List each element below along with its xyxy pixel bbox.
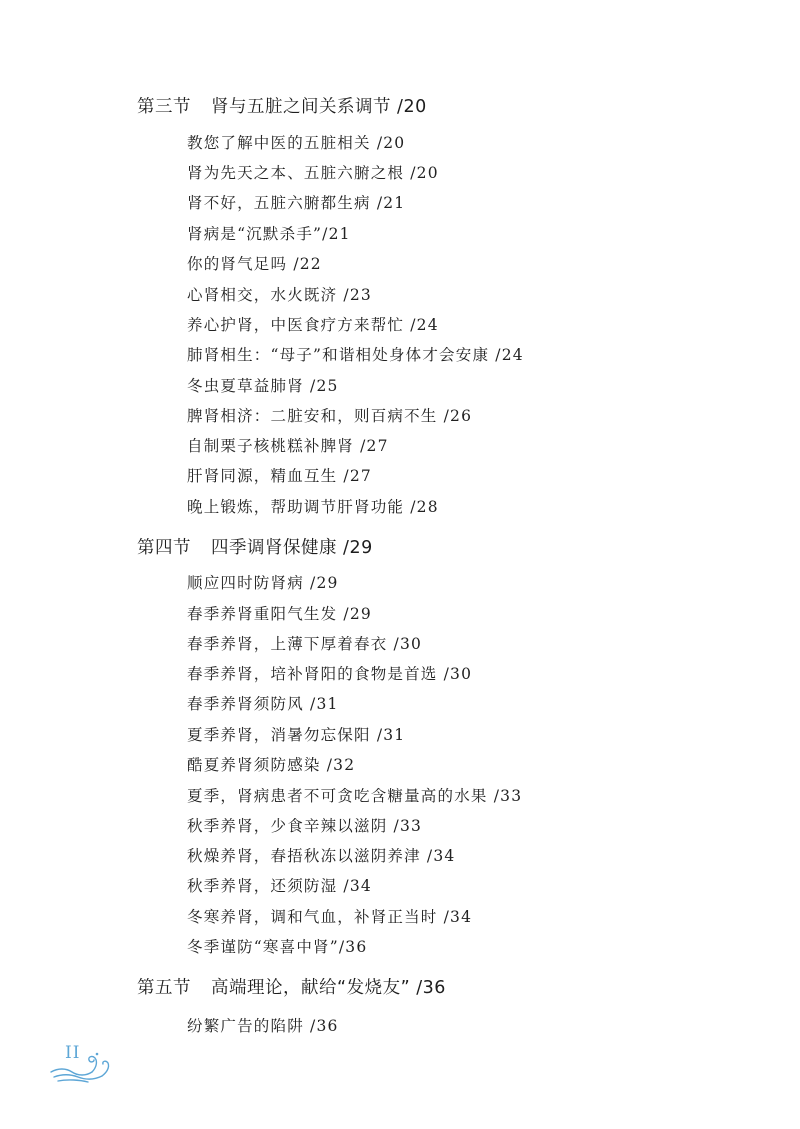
toc-entry: 养心护肾，中医食疗方来帮忙 /24	[187, 316, 439, 334]
toc-entry: 顺应四时防肾病 /29	[187, 574, 339, 592]
toc-entry: 肺肾相生：“母子”和谐相处身体才会安康 /24	[187, 346, 524, 364]
page-folio	[48, 1043, 114, 1086]
section-heading	[137, 974, 446, 999]
page-number: II	[65, 1043, 81, 1063]
toc-entry: 肝肾同源，精血互生 /27	[187, 467, 372, 485]
section-heading	[137, 93, 427, 118]
toc-entry: 纷繁广告的陷阱 /36	[187, 1017, 339, 1035]
section-heading	[137, 534, 373, 559]
section-number: 第五节	[137, 978, 191, 998]
toc-entry: 肾不好，五脏六腑都生病 /21	[187, 194, 406, 212]
toc-entry: 肾为先天之本、五脏六腑之根 /20	[187, 164, 439, 182]
toc-entry: 秋季养肾，还须防湿 /34	[187, 877, 372, 895]
toc-entry: 冬虫夏草益肺肾 /25	[187, 377, 339, 395]
section-number: 第三节	[137, 97, 191, 117]
toc-entry: 春季养肾，培补肾阳的食物是首选 /30	[187, 665, 473, 683]
section-number: 第四节	[137, 538, 191, 558]
toc-entry: 春季养肾，上薄下厚着春衣 /30	[187, 635, 423, 653]
toc-entry: 你的肾气足吗 /22	[187, 255, 322, 273]
section-title: 高端理论，献给“发烧友” /36	[211, 978, 446, 998]
toc-entry: 夏季养肾，消暑勿忘保阳 /31	[187, 726, 406, 744]
toc-entry: 冬季谨防“寒喜中肾”/36	[187, 938, 368, 956]
toc-entry: 晚上锻炼，帮助调节肝肾功能 /28	[187, 498, 439, 516]
toc-entry: 秋季养肾，少食辛辣以滋阴 /33	[187, 817, 423, 835]
toc-entry: 冬寒养肾，调和气血，补肾正当时 /34	[187, 908, 473, 926]
toc-entry: 春季养肾重阳气生发 /29	[187, 605, 372, 623]
toc-entry: 春季养肾须防风 /31	[187, 695, 339, 713]
toc-entry: 肾病是“沉默杀手”/21	[187, 225, 351, 243]
toc-entry: 教您了解中医的五脏相关 /20	[187, 134, 406, 152]
toc-entry: 夏季，肾病患者不可贪吃含糖量高的水果 /33	[187, 787, 523, 805]
cloud-wave-ornament-icon	[48, 1046, 114, 1086]
toc-entry: 自制栗子核桃糕补脾肾 /27	[187, 437, 389, 455]
toc-entry: 酷夏养肾须防感染 /32	[187, 756, 356, 774]
toc-entry: 秋燥养肾，春捂秋冻以滋阴养津 /34	[187, 847, 456, 865]
section-title: 四季调肾保健康 /29	[211, 538, 373, 558]
toc-entry: 脾肾相济：二脏安和，则百病不生 /26	[187, 407, 473, 425]
section-title: 肾与五脏之间关系调节 /20	[211, 97, 427, 117]
toc-entry: 心肾相交，水火既济 /23	[187, 286, 372, 304]
